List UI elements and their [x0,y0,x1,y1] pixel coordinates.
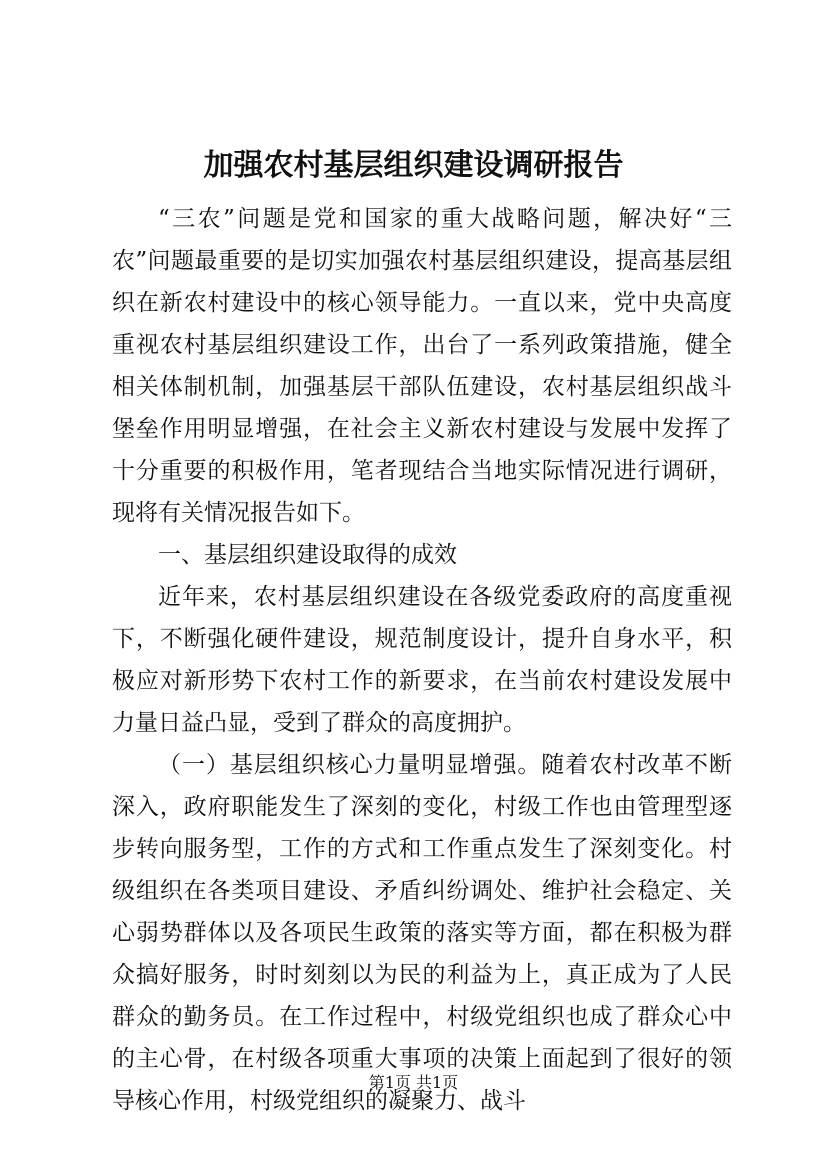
document-title: 加强农村基层组织建设调研报告 [203,148,624,183]
section-heading: 一、基层组织建设取得的成效 [158,542,457,568]
document-body [112,198,732,1122]
intro-paragraph: “三农”问题是党和国家的重大战略问题，解决好“三农”问题最重要的是切实加强农村基层组织建设，提高基层组织在新农村建设中的核心领导能力。一直以来，党中央高度重视农村基层组织建设工作，出台了一系列政策措施，健全相关体制机制，加强基层干部队伍建设，农村基层组织战斗堡垒作用明显增强，在社会主义新农村建设与发展中发挥了十分重要的积极作用，笔者现结合当地实际情况进行调研，现将有关情况报告如下。 [112,206,732,526]
page-number-footer: 第1页 共1页 [368,1073,459,1092]
section-paragraph: 近年来，农村基层组织建设在各级党委政府的高度重视下，不断强化硬件建设，规范制度设计，提升自身水平，积极应对新形势下农村工作的新要求，在当前农村建设发展中力量日益凸显，受到了群众的高度拥护。 [112,584,732,736]
subsection-paragraph: （一）基层组织核心力量明显增强。随着农村改革不断深入，政府职能发生了深刻的变化，村级工作也由管理型逐步转向服务型，工作的方式和工作重点发生了深刻变化。村级组织在各类项目建设、矛盾纠纷调处、维护社会稳定、关心弱势群体以及各项民生政策的落实等方面，都在积极为群众搞好服务，时时刻刻以为民的利益为上，真正成为了人民群众的勤务员。在工作过程中，村级党组织也成了群众心中的主心骨，在村级各项重大事项的决策上面起到了很好的领导核心作用，村级党组织的凝聚力、战斗 [112,752,732,1114]
